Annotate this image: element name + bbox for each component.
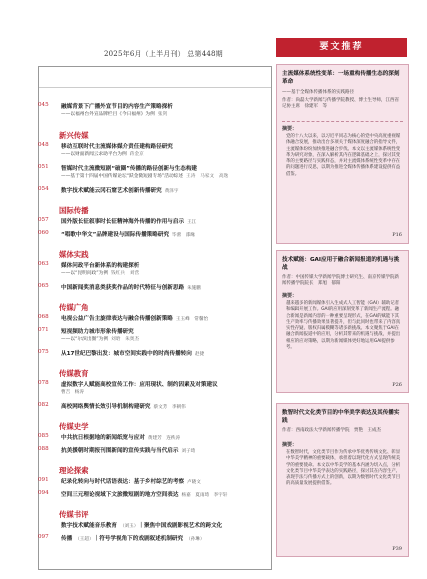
entry-title-text: 数字技术赋能音乐教育 — [61, 523, 117, 529]
entry-title — [61, 327, 134, 335]
entry-author: （刘玉） — [119, 524, 139, 529]
entry-author: 钱红兵 刘营 — [111, 271, 140, 276]
article-author: 作者：中国传媒大学新闻学院博士研究生、南京传媒学院新闻传播学院院长 郑旭 郁阳 — [282, 275, 399, 287]
entry-author: 刘晗 朱奥杰 — [111, 337, 140, 342]
entry-subtitle-text: ——以财面新闻云求助平台为例 — [61, 152, 127, 157]
recommended-article-1[interactable] — [276, 64, 409, 244]
entry-title-text: 融媒背景下广播外宣节目的内容生产策略探析 — [61, 104, 173, 110]
issue-line: 2025年6月（上半月刊） 总第448期 — [104, 50, 223, 58]
entry-title-text: 电视公益广告主旋律表达与融合传播创新策略 — [61, 316, 173, 322]
abstract-label: 摘要： — [282, 126, 298, 132]
page-number: 071 — [38, 327, 49, 333]
recommended-article-3[interactable] — [276, 403, 409, 557]
divider — [282, 121, 403, 122]
entry-title-rest: ｜聚焦中国戏剧影视艺术的跨文化 — [138, 523, 223, 529]
article-title: 主流媒体系统性变革：一场重构传播生态的深刻革命 — [282, 71, 400, 85]
page-number: P39 — [392, 546, 402, 552]
page-number: 065 — [38, 283, 49, 289]
entry-author: 黄建芳 连秩涛 — [147, 436, 181, 441]
section-heading: 媒体实践 — [59, 250, 89, 259]
entry-author: 蔡文芳 李朝伟 — [153, 405, 186, 410]
abstract-label: 摘要： — [282, 293, 298, 299]
entry-title — [61, 142, 173, 150]
entry-title — [61, 186, 179, 194]
entry-subtitle-text: ——基于第十四届中国传媒论坛“跃金微短剧专场”活动综述 — [61, 174, 184, 179]
page-number: P26 — [392, 382, 402, 388]
section-heading: 国际传播 — [59, 206, 89, 215]
article-abstract: 党的十八大以来，以习近平同志为核心的党中央高度重视媒体融合发展，推动出台多项关于媒体深度融合的指导文件，主流媒体纷纷加快推进融合步伐。本文以主流媒体系统性变革为研究对象，在深入解析其内在逻辑基础之上，探讨其变革的主要路径与实践样态，并对主流媒体系统性变革中存在的问题进行反思，以期为推进全媒体传播体系建设提供有益借鉴。 — [286, 134, 401, 177]
page-number: 085 — [38, 433, 49, 439]
entry-author: 卢晓文 — [187, 480, 201, 485]
entry-subtitle-text: ——以“昆明问政”为例 — [61, 271, 109, 276]
section-heading: 理论探索 — [59, 466, 89, 475]
page-number: 048 — [38, 142, 49, 148]
article-abstract: 越来越多的新闻媒体引入生成式人工智能（GAI）辅助记者和编辑开展工作。GAI的应用深刻变革了新闻生产流程。融合新闻是新闻内容的一种重要呈现形式，在GAI的赋能下其生产效率与传播效果显著提升，但与此同时也带来了内容真实性存疑、版权归属模糊等诸多新挑战。本文聚焦于GAI在融合新闻报道中的应用，分析其带来的机遇与挑战，并提出相应的应对策略，以期为新闻媒体更好地运用GAI提供参考。 — [286, 301, 401, 351]
entry-title-text: 抗美援朝时期报刊围新闻的宣传实践与当代启示 — [61, 448, 179, 454]
entry-title-text: 高校网络舆情长效引导机制构建研究 — [61, 404, 151, 410]
entry-title-text: 智媒时代主流微短剧“破圈”传播的路径创新与生态构建 — [61, 166, 198, 172]
entry-title-text: 纪录化转向与时代话语表达：基于乡村综艺的考察 — [61, 479, 185, 485]
entry-author: （王超） — [75, 537, 94, 542]
entry-title-text: 空间三元理论视域下文旅微短剧的地方空间表达 — [61, 492, 179, 498]
entry-title — [61, 314, 208, 322]
entry-author: 王涛 马家文 高逸 — [186, 174, 229, 179]
entry-title — [61, 433, 180, 441]
page-number: 057 — [38, 217, 49, 223]
entry-title-text: 数字技术赋能云冈石窟艺术创新传播研究 — [61, 188, 162, 194]
page-number: P16 — [392, 232, 402, 238]
entry-author: 张剑 — [157, 112, 168, 117]
entry-author: 朱施鹏 — [187, 286, 201, 291]
entry-title-text: 从17世纪巴黎出发：城市空间实践中的时尚传播转向 — [61, 351, 192, 357]
article-title: 数智时代文化类节目的中华美学表达及其传播实践 — [282, 410, 400, 424]
page-number: 078 — [38, 380, 49, 386]
recommended-article-2[interactable] — [276, 250, 409, 393]
entry-author: 赵捷 — [194, 352, 205, 357]
entry-subtitle — [61, 270, 139, 276]
toc-divider — [39, 87, 271, 88]
toc-list — [39, 92, 271, 569]
entry-subtitle-text: ——以“尔滨出圈”为例 — [61, 337, 109, 342]
section-heading: 传媒广角 — [59, 303, 89, 312]
page-number: 094 — [38, 490, 49, 496]
article-title: 技术赋能：GAI应用于融合新闻报道的机遇与挑战 — [282, 257, 400, 271]
entry-title-text: 中共抗日根据地的新闻纸宽与应对 — [61, 435, 145, 441]
entry-title — [61, 217, 196, 225]
section-heading: 传媒史学 — [59, 422, 89, 431]
entry-title-text: “唱歌中华文”品牌建设与国际传播策略研究 — [61, 232, 170, 238]
entry-title — [61, 283, 201, 291]
page-number: 075 — [38, 349, 49, 355]
table-of-contents — [38, 66, 272, 570]
entry-title — [61, 534, 205, 542]
page-number: 060 — [38, 230, 49, 236]
entry-subtitle-text: ——以福州台外宣品牌栏目《今日福州》为例 — [61, 112, 155, 117]
entry-title — [61, 349, 204, 357]
entry-title — [61, 402, 186, 410]
article-subtitle: ——基于全媒体传播体系的实践路径 — [282, 90, 354, 95]
entry-subtitle — [61, 111, 167, 117]
entry-author: 曹吉 杨涛 — [61, 390, 84, 395]
entry-author: 王江 — [187, 220, 197, 225]
page-number: 082 — [38, 402, 49, 408]
article-author: 作者：尚磊大学新闻与传播学院教授、博士生导师，江西省记协主席 徐建军 等 — [282, 98, 399, 110]
entry-title — [61, 477, 201, 485]
page-number: 068 — [38, 314, 49, 320]
page-number: 063 — [38, 261, 49, 267]
entry-author: 黄泽宇 — [164, 189, 179, 194]
entry-subtitle — [61, 336, 139, 342]
entry-title-text: 国外版长征叙事时长征精神海外传播的作用与启示 — [61, 219, 185, 225]
entry-title — [61, 490, 227, 498]
entry-author: （孙琳） — [186, 537, 205, 542]
section-heading: 传媒书评 — [59, 510, 89, 519]
page-number: 051 — [38, 164, 49, 170]
entry-author: 刘子琦 — [181, 449, 196, 454]
entry-title — [61, 230, 195, 238]
section-heading: 传媒教育 — [59, 369, 89, 378]
page-number: 088 — [38, 446, 49, 452]
page-number: 097 — [38, 534, 49, 540]
entry-title — [61, 261, 139, 269]
entry-title-rest: ｜符号学视角下的戏剧叙述机制研究 — [93, 536, 184, 542]
entry-author: 蒋金京 — [129, 152, 144, 157]
page-number: 054 — [38, 186, 49, 192]
abstract-label: 摘要： — [282, 442, 298, 448]
recommended-header: 要文推荐 — [276, 38, 407, 57]
entry-author: 杨嘉 夏雨琦 李宇轩 — [181, 493, 228, 498]
article-author: 作者：西南政法大学新闻传播学院 贾艳 王成杰 — [282, 428, 381, 433]
entry-title — [61, 521, 222, 529]
page-number: 045 — [38, 102, 49, 108]
article-abstract: 在数智时代，文化类节目作为传承中华优秀传统文化、彰显中华美学精神的重要载体，承担着以现代化方式呈现传统美学的重要使命。本文以中华美学的基本内涵为切入点，分析文化类节目中华美学表达的实践路径，探讨其在内容生产、表现手法与传播方式上的创新，以期为数智时代文化类节目的高质量发展提供借鉴。 — [286, 450, 401, 487]
entry-author: 毕蕾 邵缘 — [172, 233, 196, 238]
page-number: 091 — [38, 477, 49, 483]
entry-title-text: 传播 — [61, 536, 73, 542]
entry-title — [61, 102, 173, 110]
section-heading: 新兴传媒 — [59, 131, 89, 140]
entry-title-text: 媒体问政平台新体系的构建探析 — [61, 263, 140, 269]
entry-subtitle — [61, 173, 228, 179]
entry-subtitle — [61, 151, 144, 157]
entry-title-text: 短视频助力城市形象传播研究 — [61, 329, 134, 335]
entry-title — [61, 380, 218, 388]
entry-title — [61, 446, 195, 454]
entry-title-text: 虚拟数字人赋能高校宣传工作：应用现状、制约因素及对策建议 — [61, 382, 218, 388]
entry-author: 王玉峰 常馨怡 — [175, 317, 209, 322]
entry-title-text: 中国新闻奖消息类获奖作品的时代特征与创新思路 — [61, 285, 185, 291]
entry-title-text: 移动互联时代主流媒体媒介责任建构路径研究 — [61, 144, 173, 150]
entry-title — [61, 164, 197, 172]
